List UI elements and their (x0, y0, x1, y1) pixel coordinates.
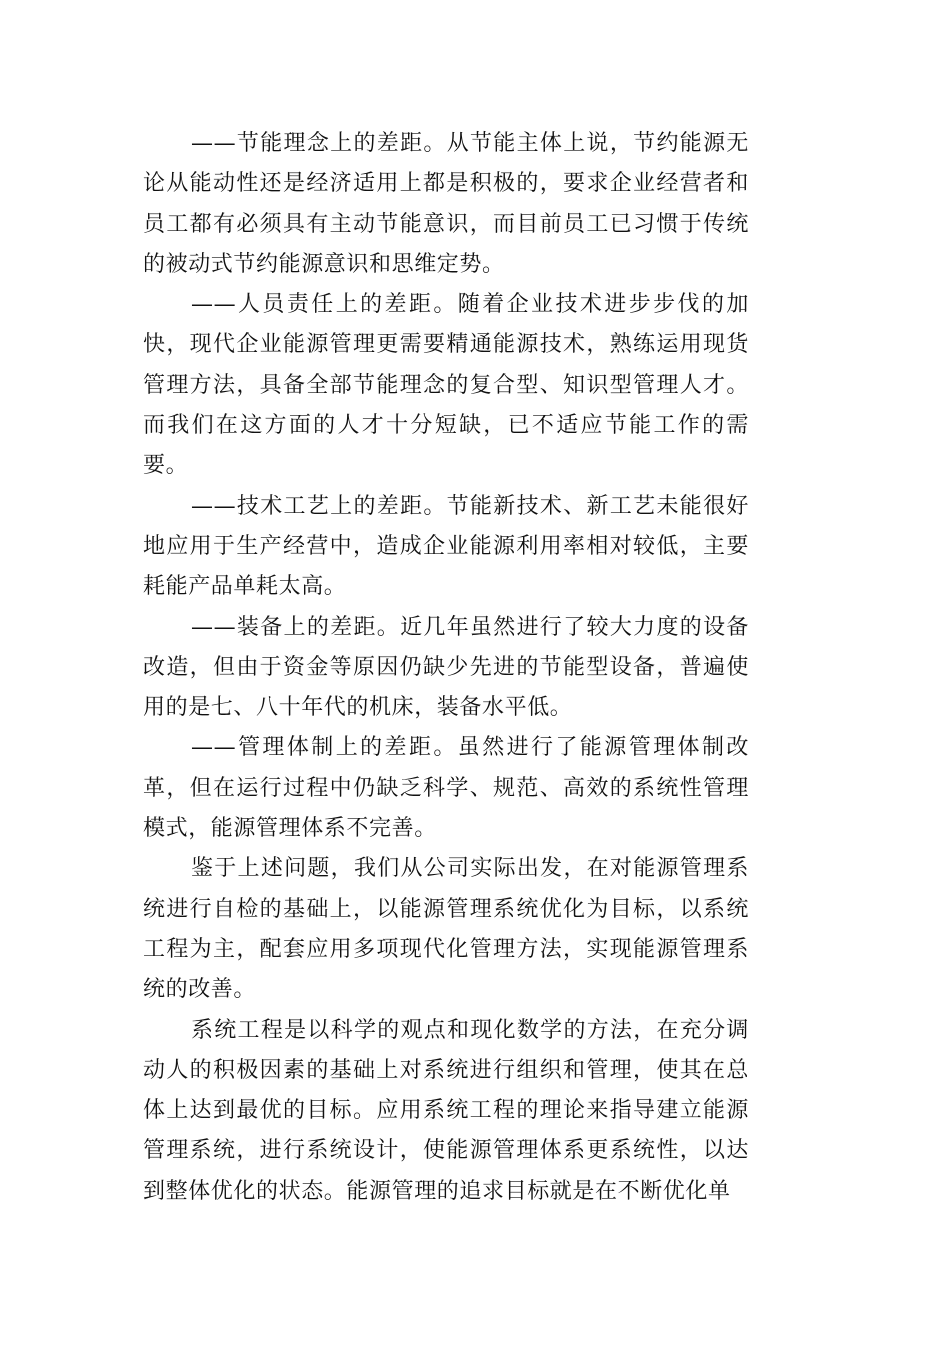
paragraph-approach: 鉴于上述问题，我们从公司实际出发，在对能源管理系统进行自检的基础上，以能源管理系统优化为目标，以系统工程为主，配套应用多项现代化管理方法，实现能源管理系统的改善。 (143, 856, 749, 1003)
paragraph-personnel-gap: ——人员责任上的差距。随着企业技术进步步伐的加快，现代企业能源管理更需要精通能源技术，熟练运用现货管理方法，具备全部节能理念的复合型、知识型管理人才。而我们在这方面的人才十分短缺，已不适应节能工作的需要。 (143, 292, 749, 479)
paragraph-technology-gap: ——技术工艺上的差距。节能新技术、新工艺未能很好地应用于生产经营中，造成企业能源利用率相对较低，主要耗能产品单耗太高。 (143, 493, 749, 600)
paragraph-equipment-gap: ——装备上的差距。近几年虽然进行了较大力度的设备改造，但由于资金等原因仍缺少先进的节能型设备，普遍使用的是七、八十年代的机床，装备水平低。 (143, 614, 749, 721)
body-text (143, 124, 749, 1212)
paragraph-management-gap: ——管理体制上的差距。虽然进行了能源管理体制改革，但在运行过程中仍缺乏科学、规范、高效的系统性管理模式，能源管理体系不完善。 (143, 735, 749, 842)
paragraph-systems-engineering: 系统工程是以科学的观点和现化数学的方法，在充分调动人的积极因素的基础上对系统进行组织和管理，使其在总体上达到最优的目标。应用系统工程的理论来指导建立能源管理系统，进行系统设计，使能源管理体系更系统性，以达到整体优化的状态。能源管理的追求目标就是在不断优化单 (143, 1017, 749, 1204)
paragraph-concept-gap: ——节能理念上的差距。从节能主体上说，节约能源无论从能动性还是经济适用上都是积极的，要求企业经营者和员工都有必须具有主动节能意识，而目前员工已习惯于传统的被动式节约能源意识和思维定势。 (143, 131, 749, 277)
